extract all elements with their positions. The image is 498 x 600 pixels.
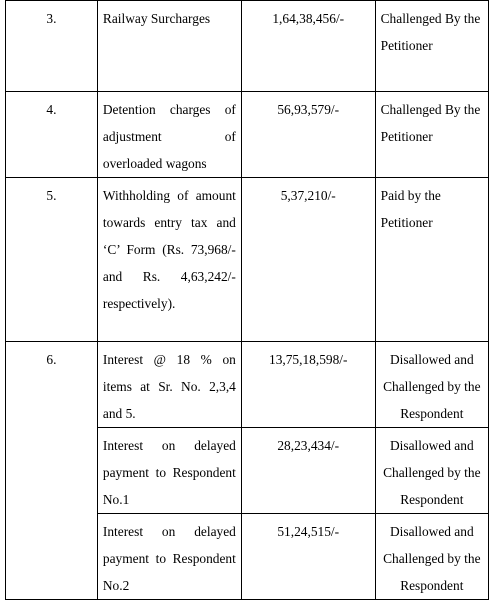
description-cell: Withholding of amount towards entry tax and ‘C’ Form (Rs. 73,968/- and Rs. 4,63,242/- respectively). xyxy=(97,178,241,342)
amount-cell: 51,24,515/- xyxy=(241,514,375,600)
amount-cell: 56,93,579/- xyxy=(241,92,375,178)
amount-cell: 13,75,18,598/- xyxy=(241,342,375,428)
serial-number-cell: 3. xyxy=(6,1,98,92)
status-cell: Disallowed and Challenged by the Respondent xyxy=(375,514,488,600)
description-cell: Interest @ 18 % on items at Sr. No. 2,3,4 and 5. xyxy=(97,342,241,428)
claims-table xyxy=(5,0,489,600)
table-row xyxy=(6,342,489,428)
status-cell: Disallowed and Challenged by the Respondent xyxy=(375,428,488,514)
status-cell: Challenged By the Petitioner xyxy=(375,1,488,92)
amount-cell: 28,23,434/- xyxy=(241,428,375,514)
table-row xyxy=(6,428,489,514)
description-cell: Detention charges of adjustment of overloaded wagons xyxy=(97,92,241,178)
status-cell: Challenged By the Petitioner xyxy=(375,92,488,178)
table-row xyxy=(6,92,489,178)
amount-cell: 1,64,38,456/- xyxy=(241,1,375,92)
description-cell: Railway Surcharges xyxy=(97,1,241,92)
status-cell: Disallowed and Challenged by the Respondent xyxy=(375,342,488,428)
table-row xyxy=(6,178,489,342)
description-cell: Interest on delayed payment to Respondent No.2 xyxy=(97,514,241,600)
serial-number-cell: 4. xyxy=(6,92,98,178)
amount-cell: 5,37,210/- xyxy=(241,178,375,342)
description-cell: Interest on delayed payment to Respondent No.1 xyxy=(97,428,241,514)
status-cell: Paid by the Petitioner xyxy=(375,178,488,342)
table-row xyxy=(6,1,489,92)
serial-number-cell xyxy=(6,428,98,514)
serial-number-cell: 5. xyxy=(6,178,98,342)
serial-number-cell: 6. xyxy=(6,342,98,428)
